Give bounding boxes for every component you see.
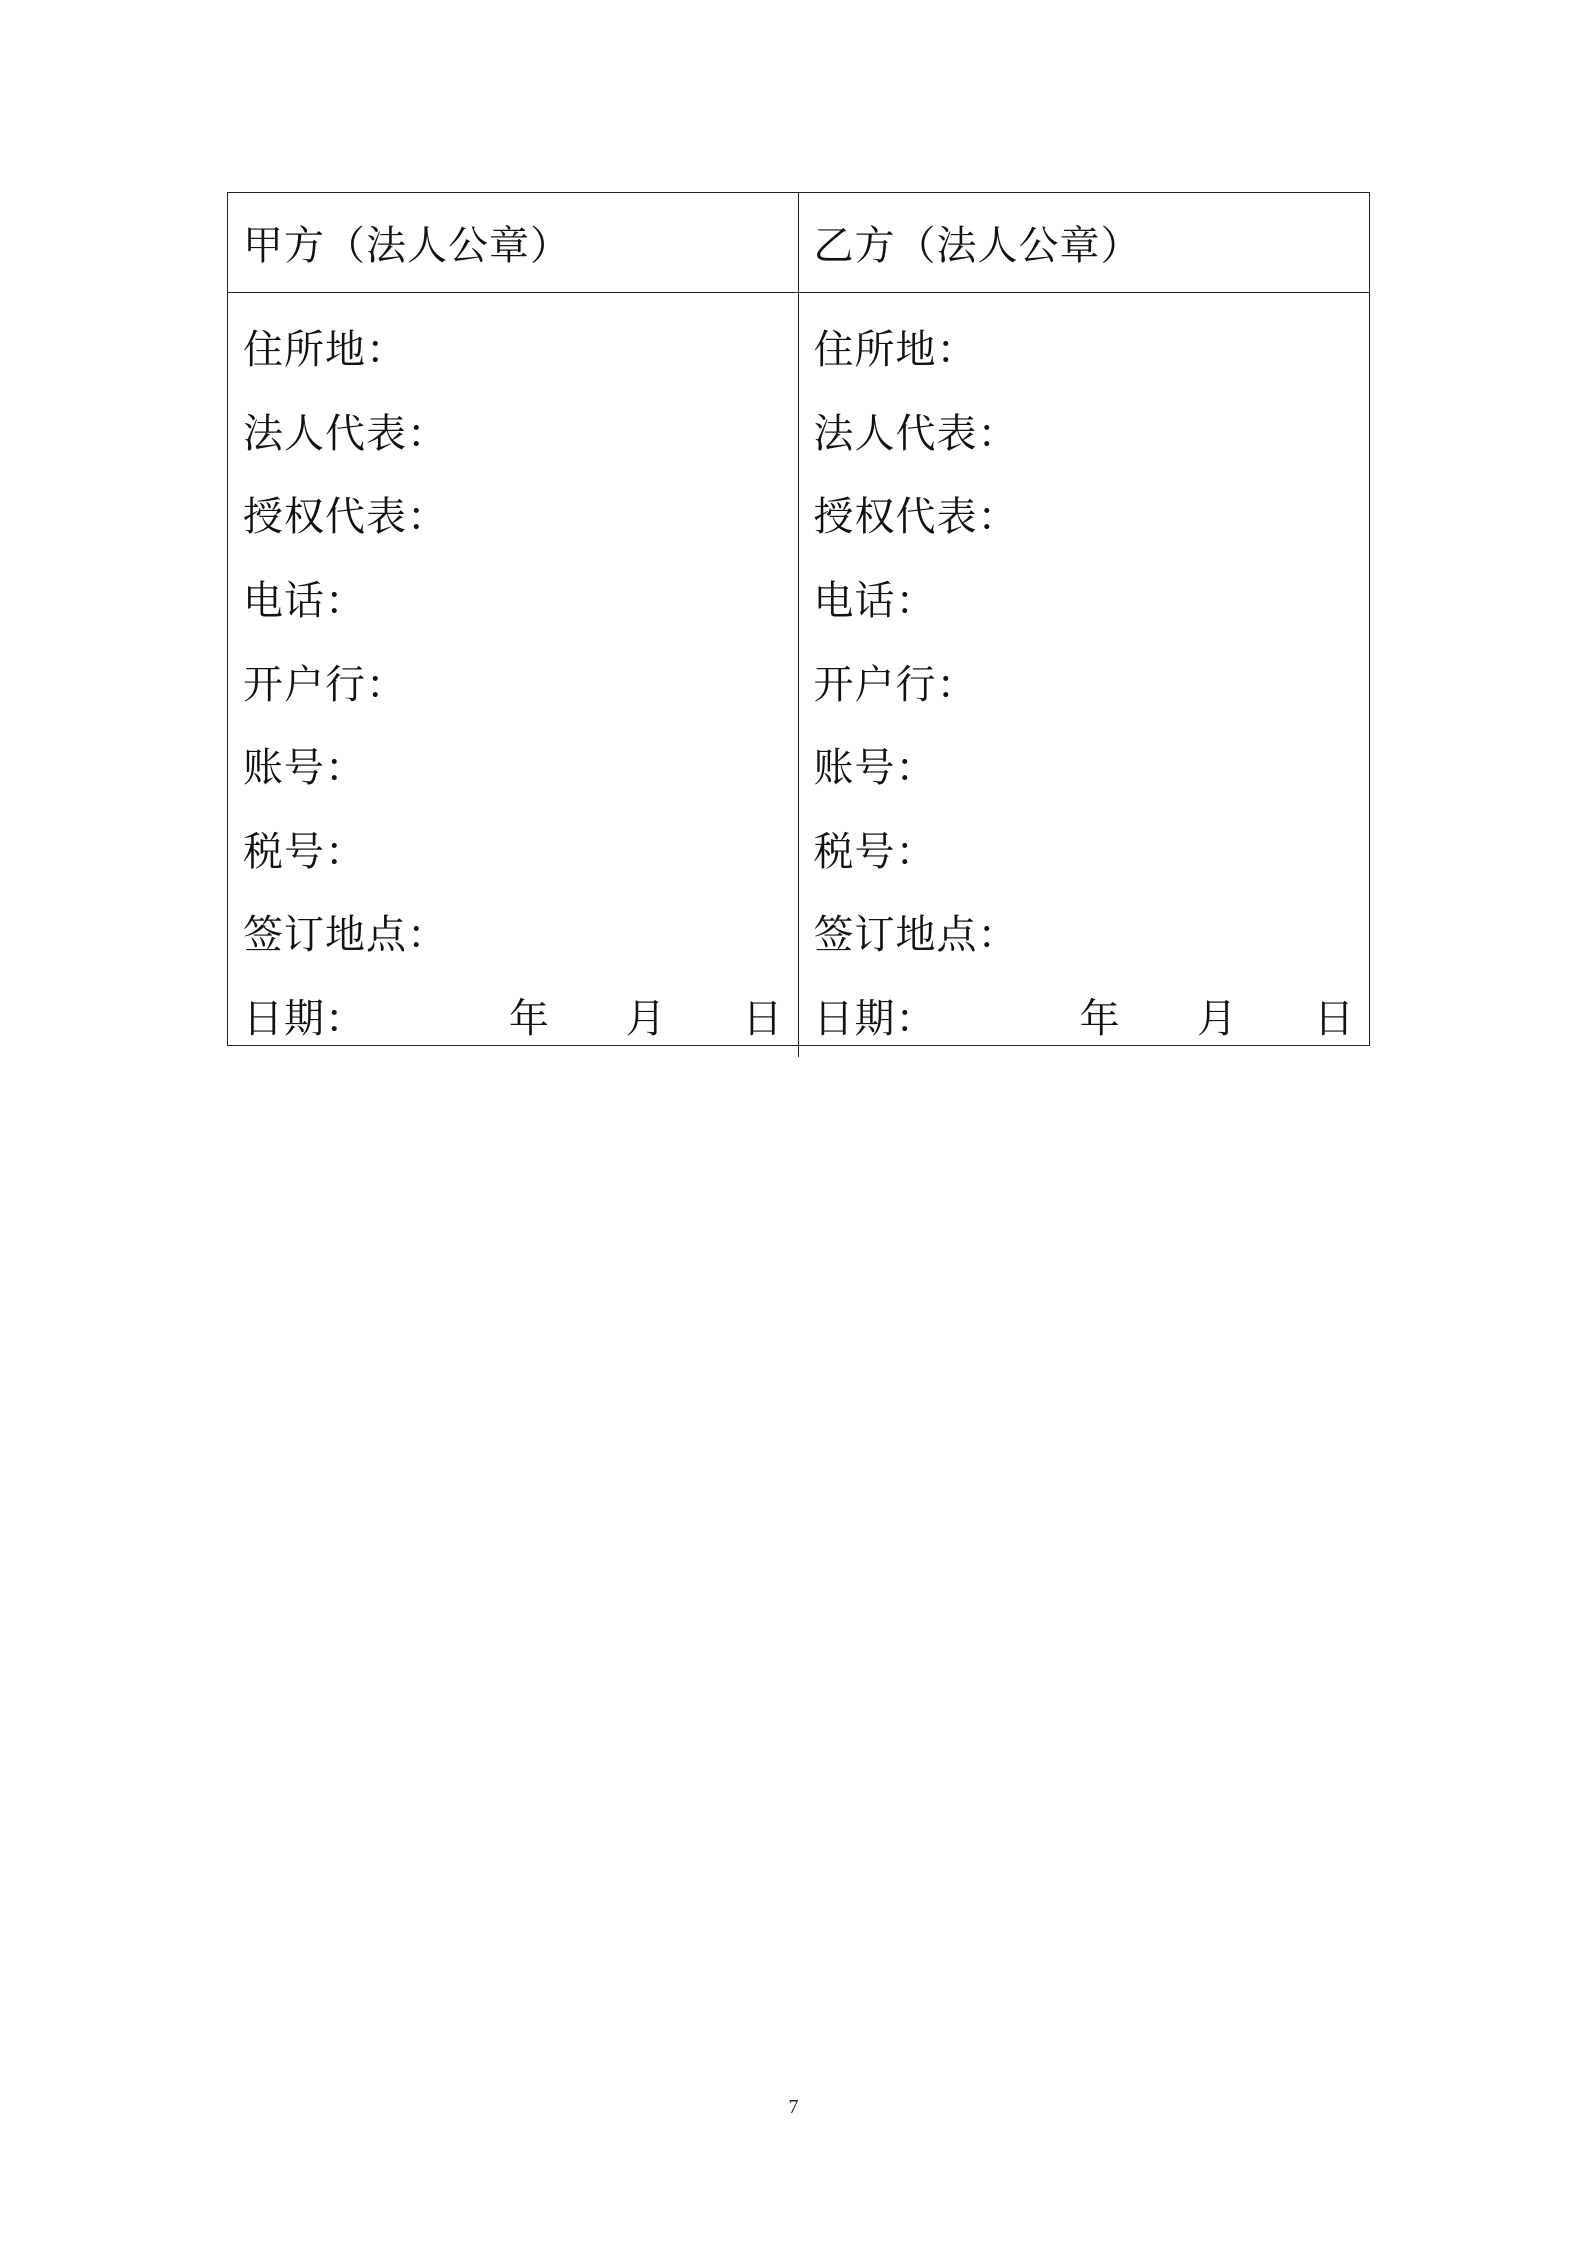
- party-b-details: [799, 293, 1370, 1057]
- party-a-tax-id-field: 税号：: [243, 828, 366, 875]
- party-a-heading: [228, 193, 799, 293]
- party-b-date-month: 月: [1196, 996, 1238, 1043]
- party-b-heading-text: 乙方（法人公章）: [813, 223, 1142, 269]
- party-a-date-day: 日: [742, 996, 784, 1043]
- party-a-date-month: 月: [625, 996, 667, 1043]
- party-a-heading-text: 甲方（法人公章）: [243, 223, 571, 269]
- party-a-details: [228, 293, 799, 1057]
- party-b-date-row: [814, 974, 1356, 1058]
- party-b-heading: [799, 193, 1370, 293]
- party-b-legal-rep-field: 法人代表：: [813, 410, 1019, 457]
- party-b-bank-field: 开户行：: [813, 661, 978, 708]
- party-b-date-label: 日期：: [813, 996, 937, 1043]
- party-a-date-label: 日期：: [243, 996, 366, 1043]
- party-a-date-row: [243, 974, 784, 1058]
- party-b-signing-place-field: 签订地点：: [813, 912, 1019, 959]
- party-a-bank-field: 开户行：: [243, 661, 407, 708]
- party-a-account-field: 账号：: [243, 745, 366, 792]
- party-b-account-field: 账号：: [813, 745, 937, 792]
- party-b-date-day: 日: [1313, 996, 1355, 1043]
- party-b-authorized-rep-field: 授权代表：: [813, 494, 1019, 541]
- party-a-authorized-rep-field: 授权代表：: [243, 494, 448, 541]
- party-a-date-year: 年: [508, 996, 550, 1043]
- signature-table: [227, 192, 1370, 1046]
- page-number: 7: [788, 2096, 799, 2118]
- party-b-address-field: 住所地：: [813, 327, 978, 374]
- party-b-phone-field: 电话：: [813, 578, 937, 625]
- party-a-legal-rep-field: 法人代表：: [243, 410, 448, 457]
- party-b-tax-id-field: 税号：: [813, 828, 937, 875]
- party-a-phone-field: 电话：: [243, 578, 366, 625]
- party-a-address-field: 住所地：: [243, 327, 407, 374]
- party-b-date-year: 年: [1079, 996, 1121, 1043]
- party-a-signing-place-field: 签订地点：: [243, 912, 448, 959]
